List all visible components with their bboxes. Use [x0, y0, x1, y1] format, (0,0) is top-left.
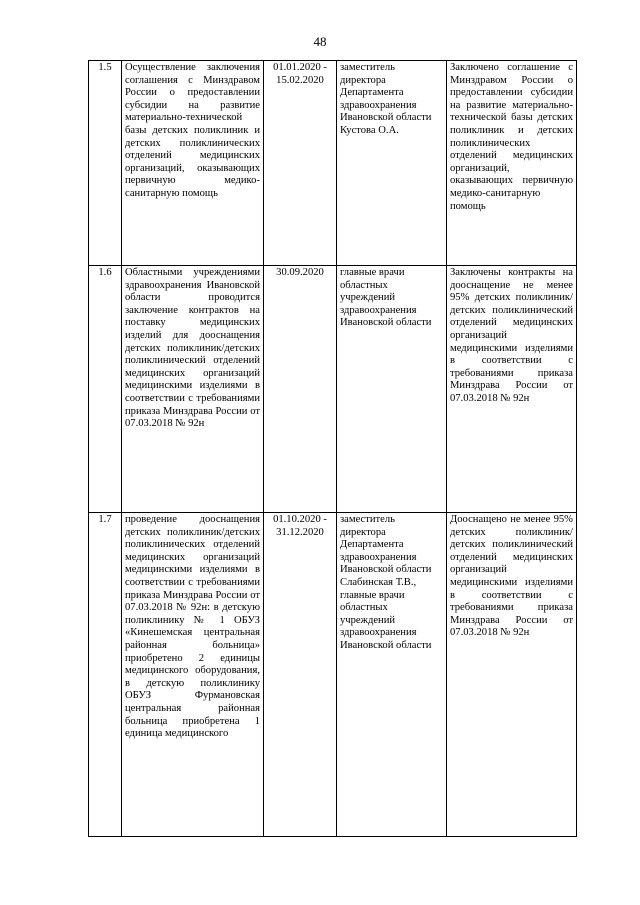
table-row: [89, 61, 577, 266]
result-cell: Заключены контракты на дооснащение не менее 95% детских поликлиник/детских поликлинический отделений медицинских организаций медицинскими изделиями в соответствии с требованиями приказа Минздрава России от 07.03.2018 № 92н: [447, 266, 577, 513]
activity-table: [88, 60, 577, 837]
deadline-cell: 30.09.2020: [264, 266, 337, 513]
item-number-cell: 1.5: [89, 61, 122, 266]
responsible-cell: главные врачи областных учреждений здравоохранения Ивановской области: [337, 266, 447, 513]
activity-cell: Осуществление заключения соглашения с Минздравом России о предоставлении субсидии на развитие материально-технической базы детских поликлиник и детских поликлинических отделений медицинских организаций, оказывающих первичную медико-санитарную помощь: [122, 61, 264, 266]
responsible-cell: заместитель директора Департамента здравоохранения Ивановской области Слабинская Т.В., главные врачи областных учреждений здравоохранения Ивановской области: [337, 513, 447, 837]
result-cell: Дооснащено не менее 95% детских поликлиник/детских поликлинический отделений медицинских организаций медицинскими изделиями в соответствии с требованиями приказа Минздрава России от 07.03.2018 № 92н: [447, 513, 577, 837]
page-number: 48: [313, 34, 327, 49]
table-row: [89, 513, 577, 837]
item-number-cell: 1.6: [89, 266, 122, 513]
deadline-cell: 01.01.2020 - 15.02.2020: [264, 61, 337, 266]
table-row: [89, 266, 577, 513]
item-number-cell: 1.7: [89, 513, 122, 837]
activity-cell: Областными учреждениями здравоохранения Ивановской области проводится заключение контрактов на поставку медицинских изделий для дооснащения детских поликлиник/детских поликлинический отделений медицинских организаций медицинскими изделиями в соответствии с требованиями приказа Минздрава России от 07.03.2018 № 92н: [122, 266, 264, 513]
responsible-cell: заместитель директора Департамента здравоохранения Ивановской области Кустова О.А.: [337, 61, 447, 266]
deadline-cell: 01.10.2020 - 31.12.2020: [264, 513, 337, 837]
activity-cell: проведение дооснащения детских поликлиник/детских поликлинических отделений медицинских организаций медицинскими изделиями в соответствии с требованиями приказа Минздрава России от 07.03.2018 № 92н: в детскую поликлинику № 1 ОБУЗ «Кинешемская центральная районная больница» приобретено 2 единицы медицинского оборудования, в детскую поликлинику ОБУЗ Фурмановская центральная районная больница приобретена 1 единица медицинского: [122, 513, 264, 837]
result-cell: Заключено соглашение с Минздравом России о предоставлении субсидии на развитие материально-технической базы детских поликлиник и детских поликлинических отделений медицинских организаций, оказывающих первичную медико-санитарную помощь: [447, 61, 577, 266]
